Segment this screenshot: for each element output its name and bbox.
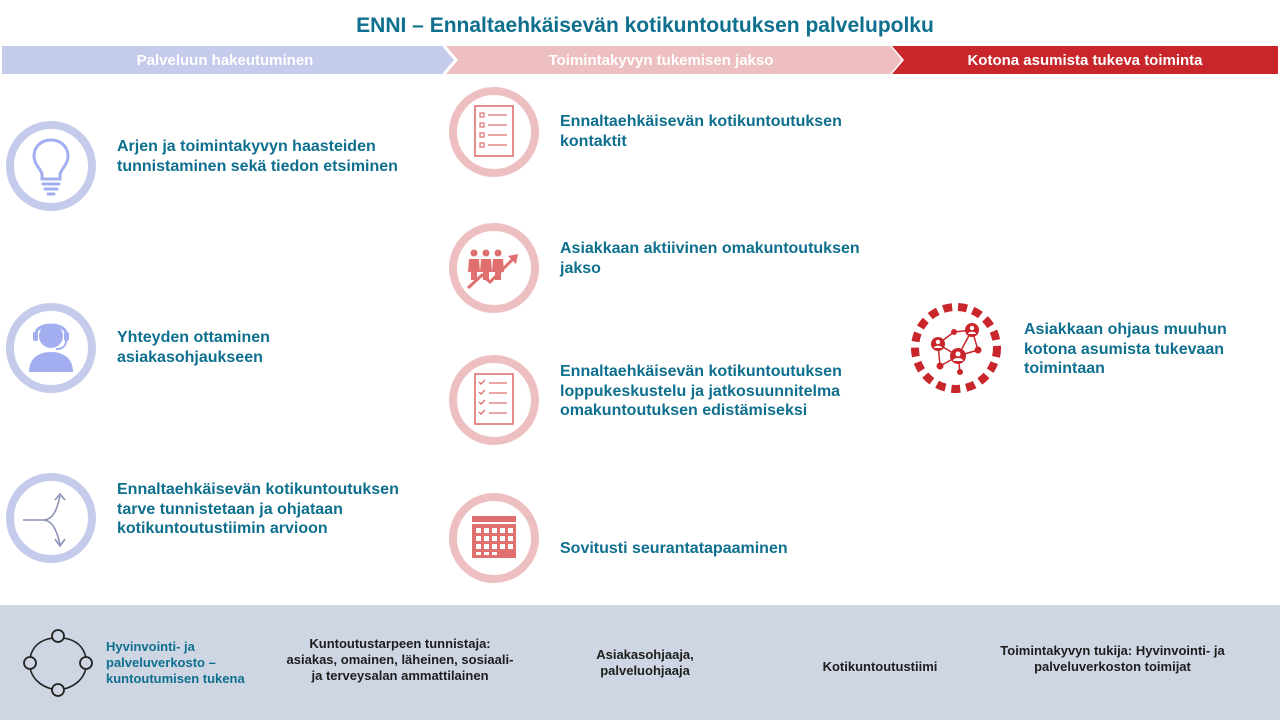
network-icon: [908, 300, 1004, 396]
step-active-period: Asiakkaan aktiivinen omakuntoutuksen jakso: [560, 240, 860, 277]
people-growth-icon: [446, 220, 542, 316]
step-need-identified: Ennaltaehkäisevän kotikuntoutuksen tarve tunnistetaan ja ohjataan kotikuntoutustiimin arvioon: [117, 481, 399, 537]
step-final-discussion: Ennaltaehkäisevän kotikuntoutuksen loppukeskustelu ja jatkosuunnitelma omakuntoutuksen edistämiseksi: [560, 363, 842, 419]
footer-role-identifier: Kuntoutustarpeen tunnistaja: asiakas, omainen, läheinen, sosiaali- ja terveysalan ammattilainen: [286, 636, 514, 683]
phase-2-label: Toimintakyvyn tukemisen jakso: [548, 52, 774, 69]
step-contacts: Ennaltaehkäisevän kotikuntoutuksen kontaktit: [560, 113, 842, 150]
headset-person-icon: [3, 300, 99, 396]
step-other-support: Asiakkaan ohjaus muuhun kotona asumista tukevaan toimintaan: [1024, 321, 1227, 377]
footer-role-advisor: Asiakasohjaaja, palveluohjaaja: [596, 647, 694, 678]
lightbulb-icon: [3, 118, 99, 214]
footer-role-supporter: Toimintakyvyn tukija: Hyvinvointi- ja palveluverkoston toimijat: [1000, 643, 1225, 674]
checkmark-list-icon: [446, 352, 542, 448]
page-title: ENNI – Ennaltaehkäisevän kotikuntoutuksen palvelupolku: [356, 14, 934, 37]
phase-3-label: Kotona asumista tukeva toiminta: [967, 52, 1203, 69]
step-contact-guidance: Yhteyden ottaminen asiakasohjaukseen: [117, 329, 270, 366]
step-follow-up: Sovitusti seurantatapaaminen: [560, 540, 788, 557]
network-cycle-icon: [18, 628, 98, 698]
calendar-icon: [446, 490, 542, 586]
step-challenge-identification: Arjen ja toimintakyvyn haasteiden tunnistaminen sekä tiedon etsiminen: [117, 138, 398, 175]
checklist-icon: [446, 84, 542, 180]
footer-role-team: Kotikuntoutustiimi: [822, 659, 938, 674]
footer-network-label: Hyvinvointi- ja palveluverkosto – kuntoutumisen tukena: [106, 639, 245, 686]
branching-arrows-icon: [3, 470, 99, 566]
phase-1-label: Palveluun hakeutuminen: [136, 52, 314, 69]
